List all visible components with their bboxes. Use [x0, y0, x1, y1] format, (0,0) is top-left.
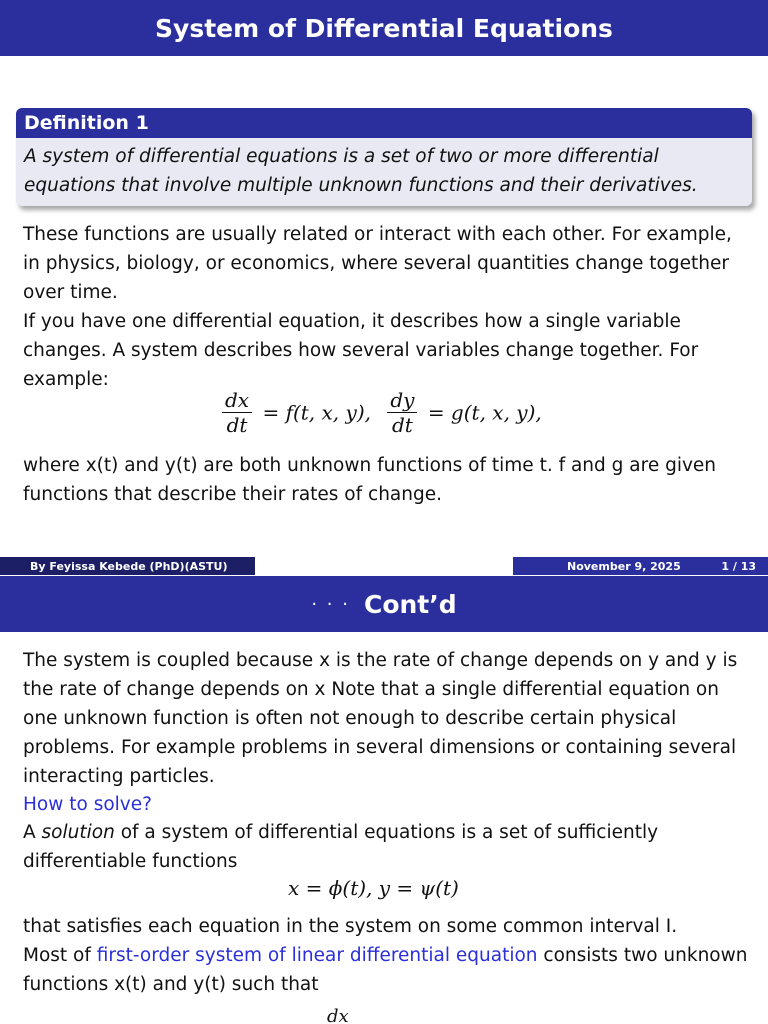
solution-text: of a system of differential equations is a set of sufficiently differentiable functions: [23, 822, 659, 872]
title-dots: · · ·: [311, 593, 350, 615]
equation-rhs: = f(t, x, y),: [262, 400, 371, 425]
slide-title-bar: [0, 576, 768, 632]
footer-spacer: [255, 557, 513, 575]
slide-title-bar: [0, 0, 768, 56]
paragraph-explanation: where x(t) and y(t) are both unknown functions of time t. f and g are given functions that describe their rates of change.: [23, 455, 717, 505]
fraction-numerator: dx: [222, 388, 252, 413]
footer-info: [513, 557, 768, 575]
first-order-system-link[interactable]: first-order system of linear differential equation: [96, 945, 538, 966]
paragraph-coupled: The system is coupled because x is the rate of change depends on y and y is the rate of change depends on x Note that a single differential equation on one unknown function is often not enough to describe certain physical problems. For example problems in several dimensions or containing several interacting particles.: [23, 650, 738, 787]
fraction-denominator: dt: [226, 413, 248, 437]
slide-title: System of Differential Equations: [155, 13, 613, 43]
footer-page-number: 1 / 13: [721, 559, 756, 573]
fraction-dx-dt: [222, 388, 252, 437]
slide-footer: [0, 557, 768, 575]
paragraph-solution: [23, 818, 748, 876]
definition-text: A system of differential equations is a set of two or more differential equations that involve multiple unknown functions and their derivatives.: [24, 146, 698, 196]
paragraph-intro: These functions are usually related or interact with each other. For example, in physics, biology, or economics, where several quantities change together over time.: [23, 224, 732, 303]
footer-date: November 9, 2025: [567, 559, 681, 573]
solution-emphasis: solution: [41, 822, 115, 843]
fraction-denominator: dt: [391, 413, 413, 437]
partial-equation-numerator: dx: [327, 1006, 349, 1024]
paragraph-first-order: [23, 941, 748, 999]
definition-title: Definition 1: [16, 108, 752, 138]
fraction-dy-dt: [387, 388, 417, 437]
solution-prefix: A: [23, 822, 42, 843]
footer-author: By Feyissa Kebede (PhD)(ASTU): [0, 557, 255, 575]
slide-2: [0, 576, 768, 1024]
paragraph-interval: that satisfies each equation in the system on some common interval I.: [23, 916, 678, 937]
how-to-solve-link[interactable]: How to solve?: [23, 794, 152, 815]
first-order-prefix: Most of: [23, 945, 97, 966]
equation-rhs: = g(t, x, y),: [427, 400, 542, 425]
fraction-numerator: dy: [387, 388, 417, 413]
slide-title: Cont’d: [363, 589, 457, 619]
paragraph-single-variable: If you have one differential equation, it describes how a single variable changes. A system describes how several variables change together. For example:: [23, 311, 699, 390]
system-equation: [218, 388, 542, 437]
first-order-text: consists two unknown functions x(t) and y(t) such that: [23, 945, 748, 995]
solution-equation: x = ϕ(t), y = ψ(t): [288, 876, 459, 900]
definition-block: [16, 108, 752, 206]
